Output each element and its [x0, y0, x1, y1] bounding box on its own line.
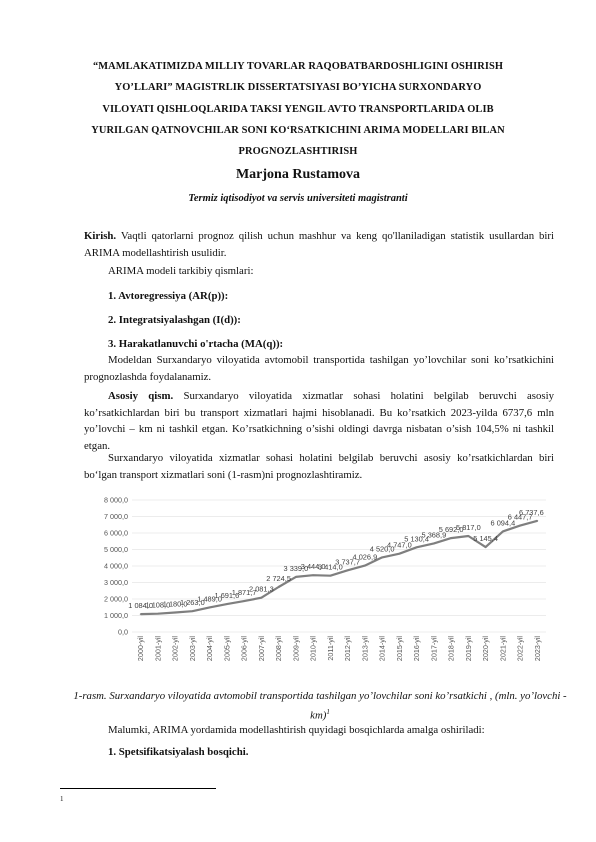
title-line: “MAMLAKATIMIZDA MILLIY TOVARLAR RAQOBATBARDOSHLIGINI OSHIRISH — [92, 61, 504, 72]
x-tick-label: 2004-yil — [205, 636, 215, 662]
data-point — [226, 603, 228, 605]
title-line: PROGNOZLASHTIRISH — [238, 146, 358, 158]
caption-text: 1-rasm. Surxandaryo viloyatida avtomobil transportida tashilgan yo’lovchilar soni ko’rsatkichi , (mln. yo’lovchi - km) — [73, 690, 567, 722]
intro-lead: Kirish. — [84, 230, 117, 242]
arima-part-ma: 3. Harakatlanuvchi o'rtacha (MA(q)): — [108, 338, 284, 350]
data-label: 6 737,6 — [519, 507, 544, 517]
x-tick-label: 2002-yil — [170, 636, 180, 662]
data-point — [502, 531, 504, 533]
title-line: YURILGAN QATNOVCHILAR SONI KO‘RSATKICHINI ARIMA MODELLARI BILAN — [91, 124, 505, 136]
data-point — [347, 570, 349, 572]
author-affiliation: Termiz iqtisodiyot va servis universiteti magistranti — [188, 193, 408, 204]
main-text: Surxandaryo viloyatida xizmatlar sohasi holatini belgilab beruvchi asosiy ko’rsatkichlardan biri bu transport xizmatlari hajmi hisoblanadi. Bu ko’rsatkich 2023-yilda 6737,6 mln yo’lovchi – km ni tashkil etgan. Ko’rsatkichning o’sishi oldingi davrga nisbatan o’sish 104,5% ni tashkil etgan. — [84, 390, 554, 452]
data-point — [399, 553, 401, 555]
arima-parts-heading: ARIMA modeli tarkibiy qismlari: — [108, 265, 254, 277]
caption-footnote-ref: 1 — [326, 708, 330, 716]
main-paragraph — [84, 388, 554, 454]
data-label: 3 737,7 — [335, 557, 360, 567]
data-label: 1 691,6 — [214, 591, 240, 601]
data-point — [450, 537, 452, 539]
figure-caption — [70, 688, 570, 724]
data-point — [519, 525, 521, 527]
data-label: 3 339,0 — [283, 563, 309, 573]
data-label: 3 414,0 — [318, 562, 343, 572]
data-label: 5 692,0 — [438, 525, 464, 535]
y-tick-label: 3 000,0 — [104, 578, 128, 587]
data-point — [140, 613, 142, 615]
data-label: 3 444,0 — [300, 562, 326, 572]
x-tick-label: 2003-yil — [187, 636, 197, 662]
data-point — [537, 520, 539, 522]
x-tick-label: 2017-yil — [429, 636, 439, 662]
x-tick-label: 2018-yil — [446, 636, 456, 662]
data-point — [261, 597, 263, 599]
data-label: 1 871,7 — [231, 588, 257, 598]
data-label: 1 263,0 — [180, 598, 205, 608]
x-tick-label: 2000-yil — [136, 636, 146, 662]
data-label: 6 447,7 — [507, 512, 533, 522]
data-point — [174, 612, 176, 614]
data-label: 5 130,4 — [404, 534, 429, 544]
data-label: 6 094,4 — [490, 518, 516, 528]
x-tick-label: 2006-yil — [239, 636, 249, 662]
passenger-km-line-chart — [84, 490, 554, 678]
x-tick-label: 2014-yil — [377, 636, 387, 662]
arima-part-ar: 1. Avtoregressiya (AR(p)): — [108, 290, 229, 302]
y-tick-label: 6 000,0 — [104, 528, 128, 538]
data-point — [364, 565, 366, 567]
x-tick-label: 2023-yil — [532, 636, 542, 662]
data-point — [381, 557, 383, 559]
main-lead: Asosiy qism. — [108, 390, 174, 402]
data-point — [330, 575, 332, 577]
data-point — [295, 576, 297, 578]
y-tick-label: 8 000,0 — [104, 495, 128, 505]
data-label: 4 520,0 — [369, 544, 395, 554]
data-label: 1 084,0 — [128, 601, 153, 611]
data-point — [416, 547, 418, 549]
footnote-rule — [60, 788, 216, 789]
x-tick-label: 2022-yil — [515, 636, 525, 662]
data-point — [243, 600, 245, 602]
paper-title — [60, 56, 536, 162]
data-label: 5 145,4 — [473, 534, 498, 544]
author-name: Marjona Rustamova — [235, 167, 361, 182]
x-tick-label: 2001-yil — [153, 636, 163, 662]
x-tick-label: 2020-yil — [481, 636, 491, 662]
data-label: 4 026,9 — [352, 552, 378, 562]
x-tick-label: 2021-yil — [498, 636, 508, 662]
x-tick-label: 2015-yil — [394, 636, 404, 662]
chart-intro-paragraph: Surxandaryo viloyatida xizmatlar sohasi holatini belgilab beruvchi asosiy ko’rsatkichlardan biri bo‘lgan transport xizmatlari soni (1-rasm)ni prognozlashtiramiz. — [84, 452, 554, 481]
data-label: 5 817,0 — [456, 523, 481, 533]
title-line: VILOYATI QISHLOQLARIDA TAKSI YENGIL AVTO TRANSPORTLARIDA OLIB — [102, 103, 494, 115]
step-1-heading: 1. Spetsifikatsiyalash bosqichi. — [108, 746, 249, 758]
data-point — [433, 543, 435, 545]
data-point — [192, 610, 194, 612]
intro-paragraph — [84, 228, 554, 261]
data-label: 1 489,0 — [197, 594, 222, 604]
data-label: 5 368,9 — [421, 530, 447, 540]
x-tick-label: 2012-yil — [343, 636, 353, 662]
x-tick-label: 2010-yil — [308, 636, 318, 662]
x-tick-label: 2013-yil — [360, 636, 370, 662]
data-label: 2 724,5 — [266, 574, 291, 584]
x-tick-label: 2008-yil — [274, 636, 284, 662]
data-label: 1 108,0 — [145, 600, 171, 610]
title-line: YO’LLARI” MAGISTRLIK DISSERTATSIYASI BO’YICHA SURXONDARYO — [114, 82, 482, 94]
data-point — [468, 535, 470, 537]
data-point — [485, 546, 487, 548]
data-point — [157, 613, 159, 615]
x-tick-label: 2007-yil — [256, 636, 266, 662]
x-tick-label: 2011-yil — [325, 636, 335, 661]
x-tick-label: 2005-yil — [222, 636, 232, 662]
y-tick-label: 2 000,0 — [104, 594, 128, 604]
x-tick-label: 2016-yil — [412, 636, 422, 662]
data-point — [312, 574, 314, 576]
model-use-paragraph: Modeldan Surxandaryo viloyatida avtomobil transportida tashilgan yo’lovchilar soni ko’rsatkichini prognozlashda foydalanamiz. — [84, 354, 554, 383]
y-tick-label: 4 000,0 — [104, 561, 128, 571]
steps-intro-paragraph: Malumki, ARIMA yordamida modellashtirish quyidagi bosqichlarda amalga oshiriladi: — [108, 724, 485, 736]
y-tick-label: 0,0 — [118, 627, 128, 637]
y-tick-label: 1 000,0 — [104, 611, 128, 620]
footnote-number: 1 — [60, 795, 64, 803]
data-point — [278, 586, 280, 588]
x-tick-label: 2019-yil — [463, 636, 473, 662]
data-point — [209, 607, 211, 609]
data-label: 1 180,0 — [162, 599, 188, 609]
arima-part-i: 2. Integratsiyalashgan (I(d)): — [108, 314, 241, 326]
y-tick-label: 5 000,0 — [104, 545, 128, 554]
intro-text: Vaqtli qatorlarni prognoz qilish uchun mashhur va keng qo'llaniladigan statistik usullardan biri ARIMA modellashtirish usulidir. — [84, 230, 554, 259]
data-label: 4 747,0 — [387, 540, 412, 550]
x-tick-label: 2009-yil — [291, 636, 301, 662]
data-label: 2 081,3 — [249, 584, 274, 594]
y-tick-label: 7 000,0 — [104, 512, 128, 521]
